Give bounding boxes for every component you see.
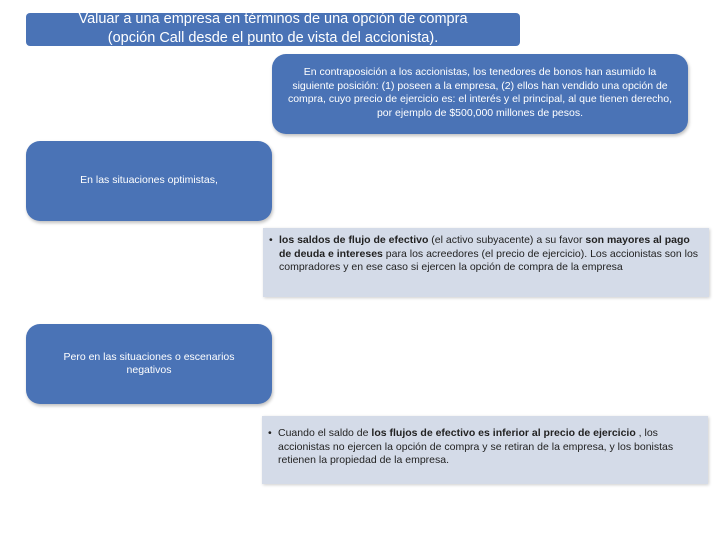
detail-text-segment: (el activo subyacente) a su favor — [428, 234, 586, 246]
title-line-2: (opción Call desde el punto de vista del accionista). — [107, 30, 439, 46]
negative-detail-box — [262, 416, 708, 484]
slide-title — [26, 13, 520, 46]
optimistic-detail-text — [279, 234, 701, 275]
detail-text-segment: Cuando el saldo de — [278, 427, 372, 439]
optimistic-detail-item — [269, 234, 701, 275]
emphasis-greater-than-debt: son mayores al pago de deuda e intereses — [279, 234, 690, 260]
title-line-1: Valuar a una empresa en términos de una opción de compra — [78, 13, 468, 27]
bullet-marker: • — [268, 427, 272, 439]
bondholders-position-box — [272, 54, 688, 134]
negative-scenario-label: Pero en las situaciones o escenarios negativos — [63, 350, 235, 376]
negative-detail-item — [268, 427, 700, 468]
negative-scenario-box — [26, 324, 272, 404]
detail-text-segment: , los accionistas no ejercen la opción de compra y se retiran de la empresa, y los bonistas retienen la propiedad de la empresa. — [278, 427, 674, 467]
emphasis-cash-flow: los saldos de flujo de efectivo — [279, 234, 429, 246]
emphasis-cash-flow-lower: los flujos de efectivo es inferior al precio de ejercicio — [371, 427, 636, 439]
bullet-marker: • — [269, 234, 273, 246]
negative-detail-text — [278, 427, 700, 468]
optimistic-scenario-label: En las situaciones optimistas, — [80, 174, 218, 187]
detail-text-segment: para los acreedores (el precio de ejercicio). Los accionistas son los compradores y en ese caso si ejercen la opción de compra de la empresa — [279, 247, 699, 274]
bondholders-position-text: En contraposición a los accionistas, los tenedores de bonos han asumido la siguiente posición: (1) poseen a la empresa, (2) ellos han vendido una opción de compra, cuyo precio de ejercicio es: el interés y el principal, al que tienen derecho, por ejemplo de $500,000 millones de pesos. — [287, 66, 673, 119]
optimistic-scenario-box — [26, 141, 272, 221]
optimistic-detail-box — [263, 228, 709, 297]
